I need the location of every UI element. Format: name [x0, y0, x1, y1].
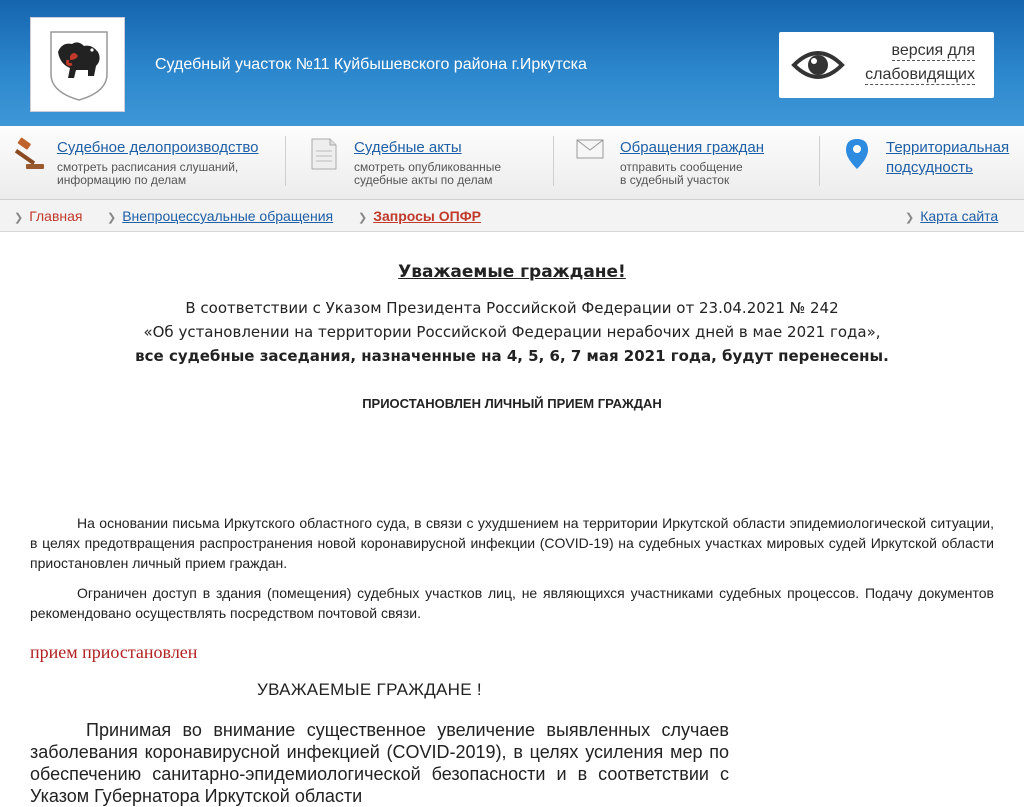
notice-heading: Уважаемые граждане! [398, 262, 626, 282]
reception-suspended-note: прием приостановлен [30, 642, 198, 662]
chevron-right-icon: ❯ [905, 212, 915, 224]
breadcrumb-sitemap[interactable]: ❯ Карта сайта [905, 208, 999, 224]
nav-item-citizen-appeals[interactable] [576, 126, 816, 200]
breadcrumb [0, 200, 1024, 232]
coat-of-arms-logo[interactable] [30, 17, 125, 112]
notice-line-decree: В соответствии с Указом Президента Российской Федерации от 23.04.2021 № 242 [185, 299, 839, 317]
document-icon [310, 138, 338, 170]
vision-label-line2: слабовидящих [865, 66, 975, 83]
nav-item-court-records[interactable] [10, 126, 280, 200]
nav-link-jurisdiction[interactable]: Территориальная подсудность [886, 139, 1010, 176]
nav-divider [819, 136, 820, 186]
citizens-heading: УВАЖАЕМЫЕ ГРАЖДАНЕ ! [257, 680, 482, 699]
notice-paragraph-2: Ограничен доступ в здания (помещения) судебных участков лиц, не являющихся участниками судебных процессов. Подачу документов рекомендовано осуществлять посредством почтовой связи. [30, 585, 994, 621]
nav-link-court-acts[interactable]: Судебные акты [354, 139, 462, 156]
nav-item-jurisdiction[interactable] [845, 126, 1020, 200]
nav-desc-citizen-appeals: отправить сообщение в судебный участок [620, 160, 743, 187]
notice-line-postponed: все судебные заседания, назначенные на 4, 5, 6, 7 мая 2021 года, будут перенесены. [135, 347, 889, 365]
chevron-right-icon: ❯ [107, 212, 117, 224]
nav-link-court-records[interactable]: Судебное делопроизводство [57, 139, 259, 156]
notice-line-title: «Об установлении на территории Российской Федерации нерабочих дней в мае 2021 года», [143, 323, 881, 341]
breadcrumb-current[interactable]: ❯ Запросы ОПФР [358, 208, 482, 224]
coat-of-arms-icon [48, 30, 110, 102]
chevron-right-icon: ❯ [358, 212, 368, 224]
nav-desc-court-acts: смотреть опубликованные судебные акты по делам [354, 160, 502, 187]
nav-desc-court-records: смотреть расписания слушаний, информацию по делам [57, 160, 239, 187]
nav-divider [553, 136, 554, 186]
site-header [0, 0, 1024, 126]
gavel-icon [12, 138, 46, 172]
nav-divider [285, 136, 286, 186]
chevron-right-icon: ❯ [14, 212, 24, 224]
breadcrumb-home[interactable]: ❯ Главная [14, 208, 83, 224]
main-nav [0, 126, 1024, 200]
map-pin-icon [845, 138, 869, 170]
site-title: Судебный участок №11 Куйбышевского района г.Иркутска [155, 56, 587, 73]
notice-paragraph-1: На основании письма Иркутского областного суда, в связи с ухудшением на территории Иркутской области эпидемиологической ситуации, в целях предотвращения распространения новой коронавирусной инфекции (COVID-19) на судебных участках мировых судей Иркутской области приостановлен личный прием граждан. [30, 515, 994, 571]
eye-icon [792, 45, 844, 85]
nav-item-court-acts[interactable] [310, 126, 550, 200]
envelope-icon [576, 139, 604, 159]
suspension-notice: ПРИОСТАНОВЛЕН ЛИЧНЫЙ ПРИЕМ ГРАЖДАН [362, 396, 662, 411]
notice-paragraph-3: Принимая во внимание существенное увеличение выявленных случаев заболевания коронавирусной инфекцией (COVID-2019), в целях усиления мер по обеспечению санитарно-эпидемиологической безопасности и в соответствии с Указом Губернатора Иркутской области [30, 720, 729, 806]
nav-link-citizen-appeals[interactable]: Обращения граждан [620, 139, 764, 156]
low-vision-version-button[interactable] [779, 32, 994, 98]
breadcrumb-section[interactable]: ❯ Внепроцессуальные обращения [107, 208, 334, 224]
vision-label-line1: версия для [891, 42, 975, 59]
